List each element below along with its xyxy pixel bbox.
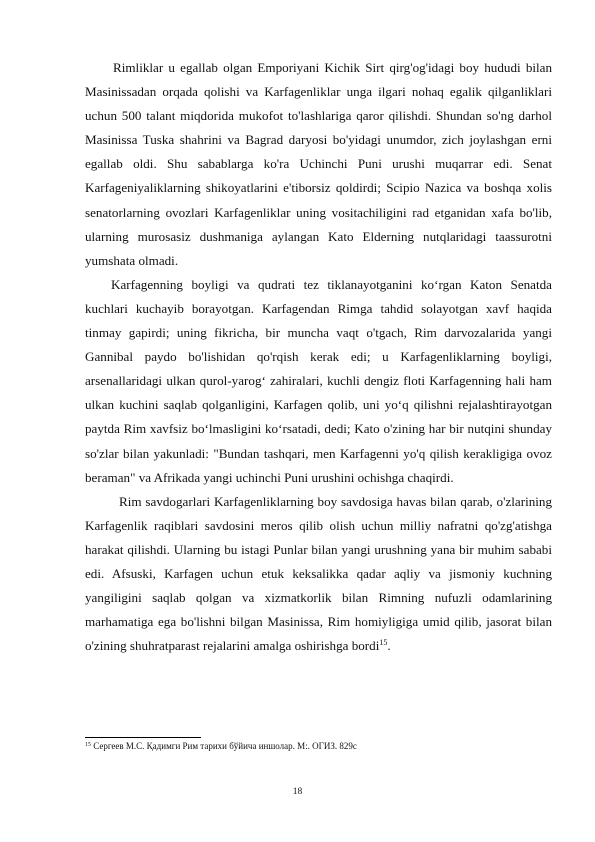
paragraph-2: Karfagenning boyligi va qudrati tez tiklanayotganini ko‘rgan Katon Senatda kuchlari kuchayib borayotgan. Karfagendan Rimga tahdid solayotgan xavf haqida tinmay gapirdi; uning fikricha, bir muncha vaqt o'tgach, Rim darvozalarida yangi Gannibal paydo bo'lishidan qo'rqish kerak edi; u Karfagenliklarning boyligi, arsenallaridagi ulkan qurol-yarog‘ zahiralari, kuchli dengiz floti Karfagenning hali ham ulkan kuchini saqlab qolganligini, Karfagen qolib, uni yo‘q qilishni rejalashtirayotgan paytda Rim xavfsiz bo‘lmasligini ko‘rsatadi, dedi; Kato o'zining har bir nutqini shunday so'zlar bilan yakunladi: "Bundan tashqari, men Karfagenni yo'q qilish kerakligiga ovoz beraman" va Afrikada yangi uchinchi Puni urushini ochishga chaqirdi. [85,276,552,485]
paragraph-3-end: . [387,638,391,654]
footnote [85,741,357,752]
paragraph-3-text: Rim savdogarlari Karfagenliklarning boy savdosiga havas bilan qarab, o'zlarining Karfagenlik raqiblari savdosini meros qilib olish uchun milliy nafratni qo'zg'atishga harakat qilishdi. Ularning bu istagi Punlar bilan yangi urushning yana bir muhim sababi edi. Afsuski, Karfagen uchun etuk keksalikka qadar aqliy va jismoniy kuchning yangiligini saqlab qolgan va xizmatkorlik bilan Rimning nufuzli odamlarining marhamatiga ega bo'lishni bilgan Masinissa, Rim homiyligiga umid qilib, jasorat bilan o'zining shuhratparast rejalarini amalga oshirishga bordi [85,493,552,654]
paragraph-1: Rimliklar u egallab olgan Emporiyani Kichik Sirt qirg'og'idagi boy hududi bilan Masinissadan orqada qolishi va Karfagenliklar unga ilgari nohaq egalik qilganliklari uchun 500 talant miqdorida mukofot to'lashlariga qaror qilishdi. Shundan so'ng darhol Masinissa Tuska shahrini va Bagrad daryosi bo'yidagi unumdor, zich joylashgan erni egallab oldi. Shu sabablarga ko'ra Uchinchi Puni urushi muqarrar edi. Senat Karfageniyaliklarning shikoyatlarini e'tiborsiz qoldirdi; Scipio Nazica va boshqa xolis senatorlarning ovozlari Karfagenliklar uning vositachiligini rad etganidan xafa bo'lib, ularning murosasiz dushmaniga aylangan Kato Elderning nutqlaridagi taassurotni yumshata olmadi. [85,60,552,268]
footnote-text: Сергеев М.С. Қадимги Рим тарихи бўйича иншолар. М:. ОГИЗ. 829с [91,741,357,751]
body-text [85,56,552,658]
footnote-reference[interactable]: 15 [379,638,388,648]
page-number: 18 [292,787,303,797]
paragraph-3 [85,490,552,659]
footnote-marker: 15 [85,742,91,748]
footnote-divider [85,737,201,738]
